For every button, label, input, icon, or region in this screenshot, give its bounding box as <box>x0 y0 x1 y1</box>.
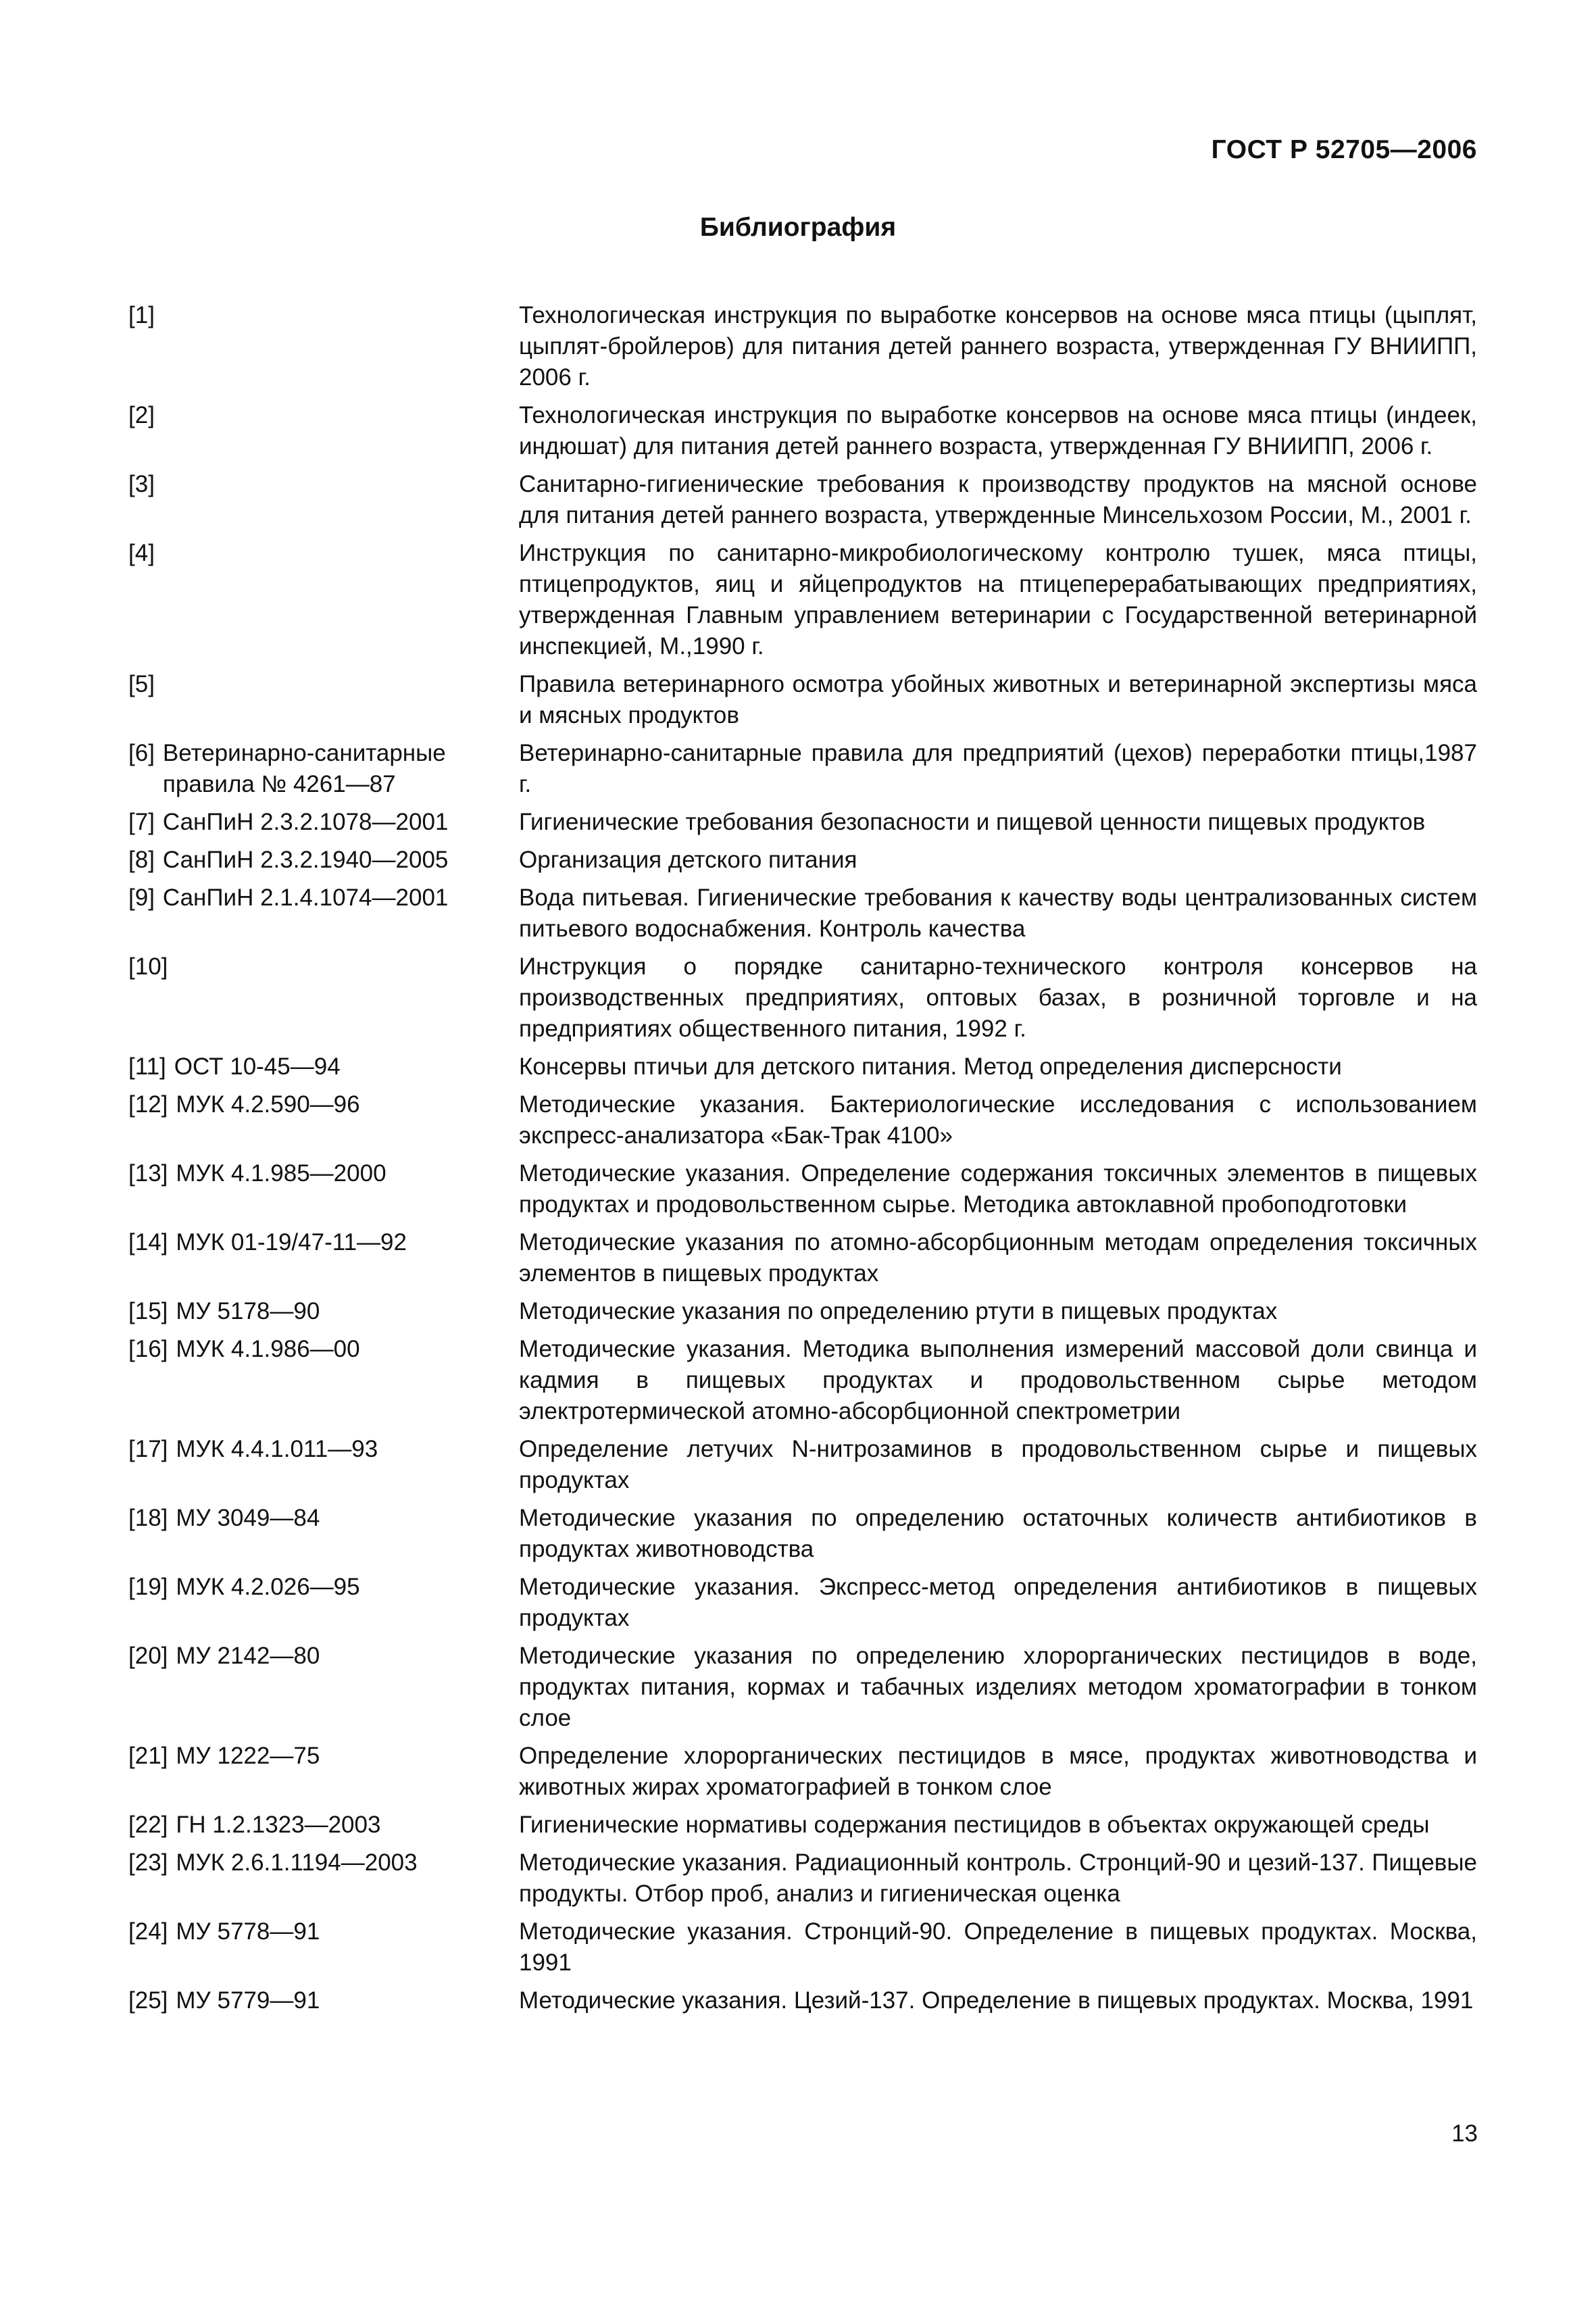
bibliography-entry <box>128 1916 1477 1978</box>
bibliography-entry-code: МУ 5779—91 <box>176 1987 320 2014</box>
bibliography-entry-description: Методические указания. Определение содержания токсичных элементов в пищевых продуктах и продовольственном сырье. Методика автоклавной пробоподготовки <box>519 1160 1477 1218</box>
bibliography-entry-code: МУК 01-19/47-11—92 <box>176 1229 407 1255</box>
bibliography-entry-number: [9] <box>128 885 155 911</box>
bibliography-entry <box>128 1641 1477 1734</box>
bibliography-entry-code: СанПиН 2.3.2.1078—2001 <box>162 809 449 835</box>
bibliography-entry-reference <box>128 1051 519 1082</box>
bibliography-entry-number: [4] <box>128 540 155 566</box>
bibliography-entry-reference <box>128 300 519 331</box>
bibliography-entry-code: ОСТ 10-45—94 <box>174 1053 341 1080</box>
bibliography-entry-code: ГН 1.2.1323—2003 <box>176 1812 381 1838</box>
bibliography-entry-code: СанПиН 2.1.4.1074—2001 <box>162 885 449 911</box>
bibliography-entry-reference <box>128 1985 519 2016</box>
bibliography-entry <box>128 1985 1477 2016</box>
bibliography-entry <box>128 807 1477 838</box>
bibliography-entry-number: [24] <box>128 1918 168 1945</box>
bibliography-entry <box>128 1434 1477 1496</box>
bibliography-entry-code: Ветеринарно-санитарные правила № 4261—87 <box>162 740 446 797</box>
bibliography-entry-number: [3] <box>128 471 155 497</box>
bibliography-entry <box>128 1810 1477 1841</box>
page-number: 13 <box>1451 2120 1478 2147</box>
bibliography-entry-reference <box>128 1572 519 1603</box>
bibliography-entry-description: Методические указания по атомно-абсорбционным методам определения токсичных элементов в пищевых продуктах <box>519 1229 1477 1287</box>
bibliography-entry-code <box>155 669 163 700</box>
bibliography-entry-code <box>155 400 163 431</box>
bibliography-entry <box>128 1089 1477 1151</box>
bibliography-entry-description: Методические указания по определению остаточных количеств антибиотиков в продуктах животноводства <box>519 1505 1477 1562</box>
bibliography-entry <box>128 738 1477 800</box>
bibliography-list <box>128 300 1477 2023</box>
bibliography-entry-description: Технологическая инструкция по выработке консервов на основе мяса птицы (индеек, индюшат) для питания детей раннего возраста, утвержденная ГУ ВНИИПП, 2006 г. <box>519 402 1477 459</box>
bibliography-entry <box>128 1847 1477 1910</box>
bibliography-entry-description: Вода питьевая. Гигиенические требования к качеству воды централизованных систем питьевого водоснабжения. Контроль качества <box>519 885 1477 942</box>
bibliography-entry-reference <box>128 1434 519 1465</box>
bibliography-entry-number: [1] <box>128 302 155 328</box>
bibliography-entry-reference <box>128 469 519 500</box>
bibliography-entry <box>128 538 1477 662</box>
bibliography-entry-reference <box>128 1741 519 1772</box>
bibliography-entry-code: МУК 2.6.1.1194—2003 <box>176 1849 418 1876</box>
bibliography-entry <box>128 1158 1477 1220</box>
document-code-header: ГОСТ Р 52705—2006 <box>1211 135 1477 164</box>
bibliography-entry-reference <box>128 1810 519 1841</box>
bibliography-entry-number: [18] <box>128 1505 168 1531</box>
bibliography-entry-number: [8] <box>128 847 155 873</box>
bibliography-entry <box>128 845 1477 876</box>
bibliography-entry-description: Методические указания. Методика выполнения измерений массовой доли свинца и кадмия в пищевых продуктах и продовольственном сырье методом электротермической атомно-абсорбционной спектрометрии <box>519 1336 1477 1424</box>
bibliography-entry <box>128 469 1477 531</box>
bibliography-entry-code: МУК 4.4.1.011—93 <box>176 1436 378 1462</box>
bibliography-entry-reference <box>128 1847 519 1878</box>
bibliography-entry-reference <box>128 882 519 914</box>
bibliography-entry-number: [22] <box>128 1812 168 1838</box>
bibliography-entry <box>128 1503 1477 1565</box>
bibliography-entry <box>128 669 1477 731</box>
bibliography-entry-number: [15] <box>128 1298 168 1324</box>
bibliography-entry-code: МУК 4.2.026—95 <box>176 1574 360 1600</box>
bibliography-entry-description: Методические указания. Бактериологические исследования с использованием экспресс-анализатора «Бак-Трак 4100» <box>519 1091 1477 1149</box>
bibliography-entry-description: Методические указания. Экспресс-метод определения антибиотиков в пищевых продуктах <box>519 1574 1477 1631</box>
bibliography-entry-code <box>155 538 163 569</box>
bibliography-entry-code <box>168 951 176 982</box>
bibliography-entry-code: МУ 5778—91 <box>176 1918 320 1945</box>
bibliography-entry <box>128 1334 1477 1427</box>
bibliography-entry-number: [5] <box>128 671 155 697</box>
bibliography-entry-reference <box>128 1296 519 1327</box>
bibliography-entry-reference <box>128 738 519 800</box>
bibliography-entry <box>128 1227 1477 1289</box>
bibliography-entry <box>128 300 1477 393</box>
bibliography-entry-code: СанПиН 2.3.2.1940—2005 <box>162 847 449 873</box>
bibliography-entry-description: Организация детского питания <box>519 847 857 873</box>
bibliography-entry-number: [14] <box>128 1229 168 1255</box>
bibliography-entry-description: Методические указания по определению хлорорганических пестицидов в воде, продуктах питания, кормах и табачных изделиях методом хроматографии в тонком слое <box>519 1643 1477 1731</box>
bibliography-entry-description: Инструкция о порядке санитарно-технического контроля консервов на производственных предприятиях, оптовых базах, в розничной торговле и на предприятиях общественного питания, 1992 г. <box>519 953 1477 1042</box>
bibliography-entry-number: [6] <box>128 740 155 766</box>
bibliography-entry-description: Методические указания. Цезий-137. Определение в пищевых продуктах. Москва, 1991 <box>519 1987 1474 2014</box>
bibliography-entry-description: Инструкция по санитарно-микробиологическому контролю тушек, мяса птицы, птицепродуктов, яиц и яйцепродуктов на птицеперерабатывающих предприятиях, утвержденная Главным управлением ветеринарии с Государственной ветеринарной инспекцией, М.,1990 г. <box>519 540 1477 659</box>
bibliography-entry-reference <box>128 400 519 431</box>
bibliography-entry-code: МУ 1222—75 <box>176 1743 320 1769</box>
bibliography-entry-reference <box>128 1227 519 1258</box>
bibliography-entry-number: [20] <box>128 1643 168 1669</box>
bibliography-entry-description: Методические указания по определению ртути в пищевых продуктах <box>519 1298 1278 1324</box>
bibliography-entry-number: [17] <box>128 1436 168 1462</box>
bibliography-entry-description: Определение хлорорганических пестицидов в мясе, продуктах животноводства и животных жирах хроматографией в тонком слое <box>519 1743 1477 1800</box>
bibliography-entry-code: МУК 4.1.986—00 <box>176 1336 360 1362</box>
bibliography-entry <box>128 1572 1477 1634</box>
bibliography-entry-number: [13] <box>128 1160 168 1187</box>
bibliography-entry-description: Консервы птичьи для детского питания. Метод определения дисперсности <box>519 1053 1342 1080</box>
bibliography-entry-number: [23] <box>128 1849 168 1876</box>
bibliography-entry-reference <box>128 1641 519 1672</box>
bibliography-entry-number: [2] <box>128 402 155 428</box>
bibliography-entry-number: [7] <box>128 809 155 835</box>
bibliography-entry-reference <box>128 807 519 838</box>
bibliography-entry-description: Гигиенические нормативы содержания пестицидов в объектах окружающей среды <box>519 1812 1430 1838</box>
bibliography-entry-description: Ветеринарно-санитарные правила для предприятий (цехов) переработки птицы,1987 г. <box>519 740 1477 797</box>
bibliography-entry-reference <box>128 1158 519 1189</box>
bibliography-entry-reference <box>128 1334 519 1365</box>
bibliography-entry <box>128 1296 1477 1327</box>
bibliography-entry-description: Определение летучих N-нитрозаминов в продовольственном сырье и пищевых продуктах <box>519 1436 1477 1493</box>
bibliography-entry-number: [16] <box>128 1336 168 1362</box>
bibliography-entry-number: [10] <box>128 953 168 980</box>
bibliography-entry-reference <box>128 1089 519 1120</box>
bibliography-entry-number: [19] <box>128 1574 168 1600</box>
bibliography-entry <box>128 882 1477 945</box>
bibliography-entry-code: МУ 5178—90 <box>176 1298 320 1324</box>
bibliography-entry-description: Методические указания. Стронций-90. Определение в пищевых продуктах. Москва, 1991 <box>519 1918 1477 1976</box>
bibliography-entry-reference <box>128 951 519 982</box>
bibliography-entry-description: Гигиенические требования безопасности и пищевой ценности пищевых продуктов <box>519 809 1426 835</box>
page-title: Библиография <box>699 213 897 242</box>
bibliography-entry-description: Правила ветеринарного осмотра убойных животных и ветеринарной экспертизы мяса и мясных продуктов <box>519 671 1477 728</box>
bibliography-entry <box>128 1051 1477 1082</box>
bibliography-entry-reference <box>128 1503 519 1534</box>
bibliography-entry <box>128 951 1477 1045</box>
bibliography-entry-description: Санитарно-гигиенические требования к производству продуктов на мясной основе для питания детей раннего возраста, утвержденные Минсельхозом России, М., 2001 г. <box>519 471 1477 528</box>
bibliography-entry <box>128 400 1477 462</box>
bibliography-entry-number: [25] <box>128 1987 168 2014</box>
bibliography-entry-code: МУК 4.1.985—2000 <box>176 1160 386 1187</box>
bibliography-entry-reference <box>128 1916 519 1947</box>
bibliography-entry-description: Методические указания. Радиационный контроль. Стронций-90 и цезий-137. Пищевые продукты. Отбор проб, анализ и гигиеническая оценка <box>519 1849 1477 1907</box>
bibliography-entry-number: [21] <box>128 1743 168 1769</box>
bibliography-entry-description: Технологическая инструкция по выработке консервов на основе мяса птицы (цыплят, цыплят-бройлеров) для питания детей раннего возраста, утвержденная ГУ ВНИИПП, 2006 г. <box>519 302 1477 391</box>
bibliography-entry-code: МУ 3049—84 <box>176 1505 320 1531</box>
bibliography-entry-code <box>155 469 163 500</box>
bibliography-entry <box>128 1741 1477 1803</box>
bibliography-entry-reference <box>128 669 519 700</box>
bibliography-entry-code: МУК 4.2.590—96 <box>176 1091 360 1118</box>
bibliography-entry-number: [12] <box>128 1091 168 1118</box>
bibliography-entry-code <box>155 300 163 331</box>
bibliography-entry-reference <box>128 538 519 569</box>
bibliography-entry-code: МУ 2142—80 <box>176 1643 320 1669</box>
bibliography-entry-reference <box>128 845 519 876</box>
bibliography-entry-number: [11] <box>128 1053 166 1080</box>
